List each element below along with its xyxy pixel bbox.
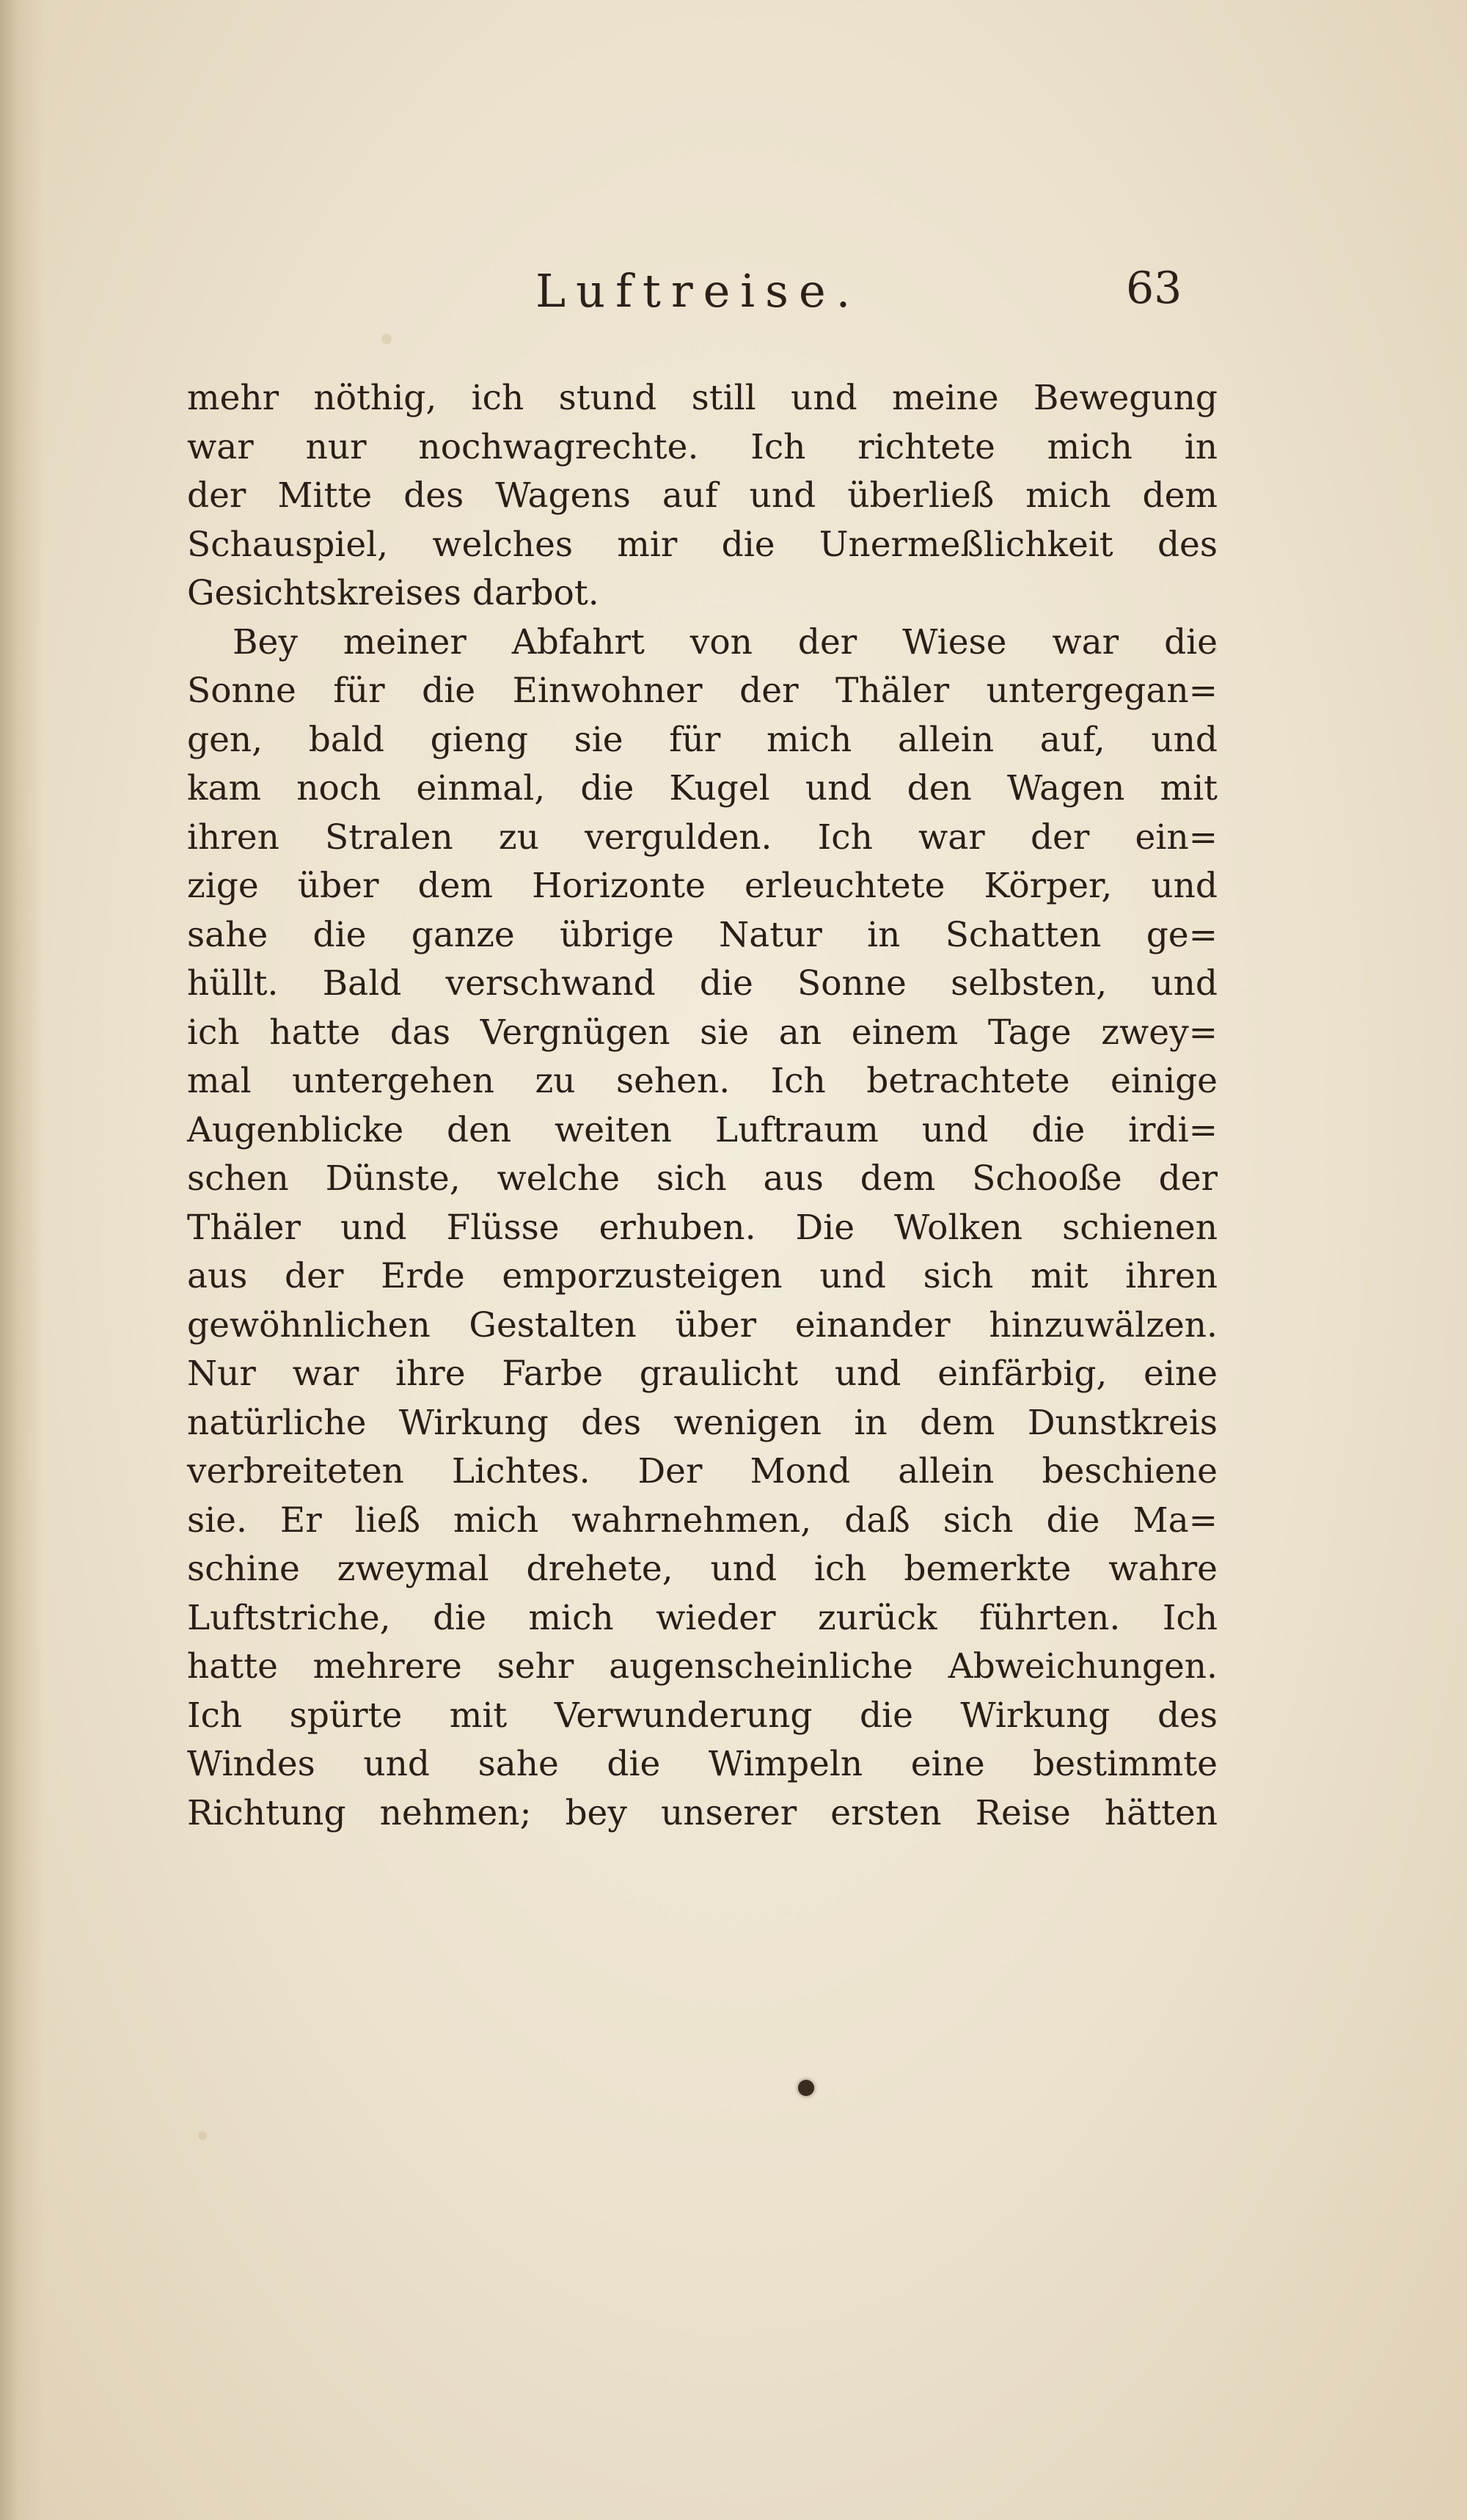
text-line: Luftstriche, die mich wieder zurück führten. Ich <box>187 1597 1218 1638</box>
text-line: kam noch einmal, die Kugel und den Wagen mit <box>187 768 1218 808</box>
text-line: schine zweymal drehete, und ich bemerkte wahre <box>187 1549 1218 1589</box>
text-line-paragraph-start: Bey meiner Abfahrt von der Wiese war die <box>233 621 1218 662</box>
text-line: Schauspiel, welches mir die Unermeßlichkeit des <box>187 524 1218 565</box>
text-line: der Mitte des Wagens auf und überließ mich dem <box>187 475 1218 516</box>
text-line: verbreiteten Lichtes. Der Mond allein beschiene <box>187 1451 1218 1491</box>
text-line: war nur nochwagrechte. Ich richtete mich in <box>187 426 1218 467</box>
text-line: hatte mehrere sehr augenscheinliche Abweichungen. <box>187 1646 1218 1687</box>
text-line: natürliche Wirkung des wenigen in dem Dunstkreis <box>187 1402 1218 1443</box>
running-title: Luftreise. <box>535 264 861 318</box>
text-line: mal untergehen zu sehen. Ich betrachtete einige <box>187 1061 1218 1101</box>
page-number: 63 <box>1126 263 1182 314</box>
body-text <box>187 374 1218 1838</box>
text-line: Sonne für die Einwohner der Thäler untergegan= <box>187 671 1218 711</box>
page-gutter-shadow <box>0 0 44 2520</box>
text-line: Nur war ihre Farbe graulicht und einfärbig, eine <box>187 1354 1218 1394</box>
text-line: Richtung nehmen; bey unserer ersten Reise hätten <box>187 1792 1218 1833</box>
text-line: aus der Erde emporzusteigen und sich mit ihren <box>187 1256 1218 1296</box>
text-line: schen Dünste, welche sich aus dem Schooße der <box>187 1158 1218 1199</box>
text-line: hüllt. Bald verschwand die Sonne selbsten, und <box>187 963 1218 1004</box>
text-line: Augenblicke den weiten Luftraum und die irdi= <box>187 1109 1218 1150</box>
paper-stain <box>381 334 392 344</box>
catchword-ornament <box>798 2080 814 2096</box>
text-line: Gesichtskreises darbot. <box>187 573 599 613</box>
text-line: ihren Stralen zu vergulden. Ich war der ein= <box>187 817 1218 858</box>
text-line: gewöhnlichen Gestalten über einander hinzuwälzen. <box>187 1304 1218 1345</box>
text-line: ich hatte das Vergnügen sie an einem Tage zwey= <box>187 1012 1218 1053</box>
text-line: Windes und sahe die Wimpeln eine bestimmte <box>187 1744 1218 1784</box>
text-line: gen, bald gieng sie für mich allein auf, und <box>187 719 1218 760</box>
text-line: Thäler und Flüsse erhuben. Die Wolken schienen <box>187 1207 1218 1248</box>
text-line: mehr nöthig, ich stund still und meine Bewegung <box>187 378 1218 418</box>
text-line: zige über dem Horizonte erleuchtete Körper, und <box>187 866 1218 906</box>
text-line: sie. Er ließ mich wahrnehmen, daß sich die Ma= <box>187 1500 1218 1541</box>
paper-stain <box>198 2131 207 2140</box>
text-line: sahe die ganze übrige Natur in Schatten ge= <box>187 914 1218 955</box>
text-line: Ich spürte mit Verwunderung die Wirkung des <box>187 1695 1218 1736</box>
